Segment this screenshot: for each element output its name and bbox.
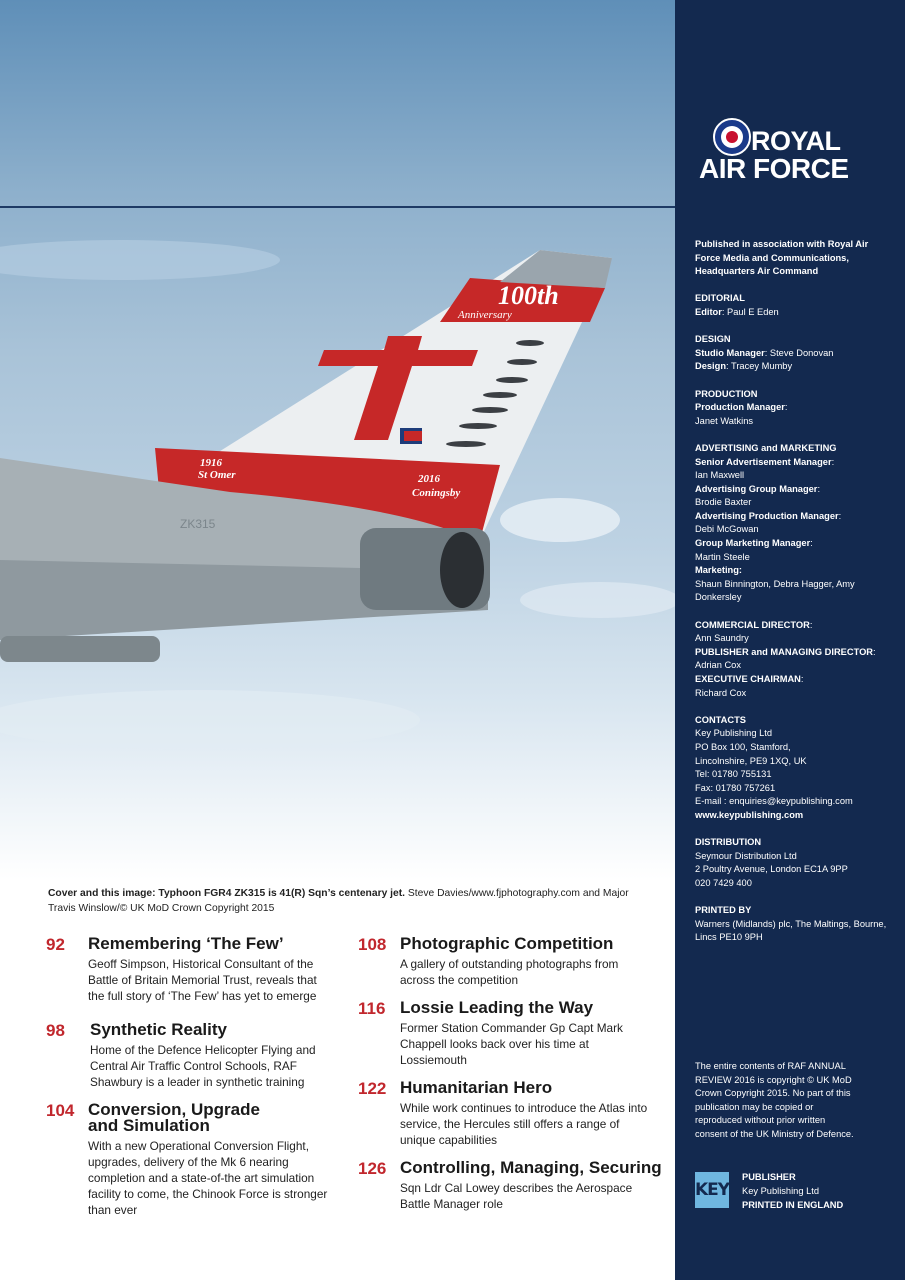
article-description: Former Station Commander Gp Capt Mark Chappell looks back over his time at Lossiemouth [400, 1021, 623, 1067]
group-marketing-manager-role: Group Marketing Manager [695, 538, 811, 549]
page-number: 98 [46, 1021, 65, 1040]
article-description: Geoff Simpson, Historical Consultant of the Battle of Britain Memorial Trust, reveals that the full story of ‘The Few’ has yet to emerge [88, 957, 317, 1003]
design-role: Design [695, 361, 726, 372]
publisher-director-role: PUBLISHER and MANAGING DIRECTOR [695, 646, 874, 657]
printed-by-heading: PRINTED BY [695, 905, 752, 916]
credits-sidebar [675, 0, 905, 1280]
contents-right-column [358, 934, 662, 1212]
contents-item[interactable] [358, 1158, 662, 1212]
page-number: 122 [358, 1079, 387, 1098]
tail-anniversary-text: Anniversary [458, 309, 512, 321]
contacts-fax: Fax: 01780 757261 [695, 782, 776, 793]
article-description: Home of the Defence Helicopter Flying and Central Air Traffic Control Schools, RAF Shawbury is a leader in synthetic training [90, 1043, 316, 1089]
contents-item[interactable] [358, 936, 648, 1000]
logo-line-2: AIR FORCE [699, 153, 849, 184]
logo-line-1: ROYAL [751, 126, 841, 156]
commercial-director-name: Ann Saundry [695, 633, 749, 644]
distribution-line: Seymour Distribution Ltd [695, 850, 797, 861]
design-name: : Tracey Mumby [726, 361, 793, 372]
publisher-value: Key Publishing Ltd [742, 1186, 820, 1196]
caption-credit: Steve Davies/www.fjphotography.com and Major Travis Winslow/© UK MoD Crown Copyright 2015 [48, 888, 629, 914]
page-number: 108 [358, 935, 387, 954]
tail-coningsby-text: Coningsby [412, 487, 461, 499]
contents-item[interactable] [46, 1022, 336, 1102]
ad-production-manager-name: Debi McGowan [695, 524, 759, 535]
tail-2016-text: 2016 [418, 473, 440, 485]
article-title: Lossie Leading the Way [400, 998, 594, 1017]
article-title: Conversion, Upgrade and Simulation [88, 1100, 260, 1135]
executive-chairman-name: Richard Cox [695, 687, 747, 698]
executive-chairman-role: EXECUTIVE CHAIRMAN [695, 674, 801, 684]
editor-role: Editor [695, 306, 722, 317]
article-title: Synthetic Reality [90, 1020, 227, 1039]
ad-production-manager-role: Advertising Production Manager [695, 510, 839, 521]
production-manager-name: Janet Watkins [695, 415, 754, 426]
ad-group-manager-name: Brodie Baxter [695, 497, 752, 508]
design-heading: DESIGN [695, 334, 731, 345]
publisher-label: PUBLISHER [742, 1172, 796, 1182]
contacts-line: Lincolnshire, PE9 1XQ, UK [695, 755, 807, 766]
marketing-names: Shaun Binnington, Debra Hagger, Amy Donkersley [695, 578, 855, 603]
senior-ad-manager-name: Ian Maxwell [695, 470, 745, 481]
printed-by-text: Warners (Midlands) plc, The Maltings, Bourne, Lincs PE10 9PH [695, 918, 887, 943]
article-description: With a new Operational Conversion Flight, upgrades, delivery of the Mk 6 nearing completion and a state-of-the art simulation facility to come, the Chinook Force is stronger than ever [88, 1139, 328, 1217]
publisher-director-name: : Adrian Cox [695, 646, 876, 671]
contents-item[interactable] [46, 1102, 336, 1218]
caption-bold: Cover and this image: Typhoon FGR4 ZK315 is 41(R) Sqn’s centenary jet. [48, 888, 406, 899]
page-number: 116 [358, 999, 386, 1018]
raf-logo [699, 118, 859, 188]
article-description: A gallery of outstanding photographs from across the competition [400, 957, 619, 987]
raf-roundel-icon [713, 118, 751, 156]
article-description: While work continues to introduce the Atlas into service, the Hercules still offers a range of unique capabilities [400, 1101, 648, 1147]
contents-left-column [46, 936, 336, 1218]
printed-in-england: PRINTED IN ENGLAND [742, 1200, 844, 1210]
production-heading: PRODUCTION [695, 388, 758, 399]
page-number: 104 [46, 1101, 75, 1120]
article-title: Humanitarian Hero [400, 1078, 553, 1097]
copyright-notice: The entire contents of RAF ANNUAL REVIEW 2016 is copyright © UK MoD Crown Copyright 2015. No part of this publication may be copied or reproduced without prior written consent of the UK Ministry of Defence. [695, 1061, 854, 1139]
senior-ad-manager-role: Senior Advertisement Manager [695, 456, 832, 467]
studio-manager-name: : Steve Donovan [764, 347, 834, 358]
marketing-role: Marketing: [695, 565, 743, 576]
contacts-line: Key Publishing Ltd [695, 728, 773, 739]
group-marketing-manager-name: Martin Steele [695, 551, 750, 562]
serial-number-text: ZK315 [180, 517, 216, 531]
page-number: 126 [358, 1159, 387, 1178]
advertising-heading: ADVERTISING and MARKETING [695, 442, 837, 453]
tail-1916-text: 1916 [200, 457, 222, 469]
distribution-line: 2 Poultry Avenue, London EC1A 9PP [695, 864, 848, 875]
page-number: 92 [46, 935, 65, 954]
production-manager-role: Production Manager [695, 402, 785, 413]
distribution-heading: DISTRIBUTION [695, 837, 762, 848]
contacts-heading: CONTACTS [695, 714, 746, 725]
contents-item[interactable] [358, 1080, 648, 1160]
contacts-line: PO Box 100, Stamford, [695, 741, 791, 752]
intro-text: Published in association with Royal Air Force Media and Communications, Headquarters Air Command [695, 239, 869, 277]
tail-100th-text: 100th [498, 281, 559, 310]
distribution-line: 020 7429 400 [695, 877, 752, 888]
contents-item[interactable] [46, 936, 336, 1022]
website-link[interactable]: www.keypublishing.com [695, 809, 804, 820]
article-title: Controlling, Managing, Securing [400, 1158, 662, 1177]
commercial-director-role: COMMERCIAL DIRECTOR [695, 619, 810, 630]
editor-name: : Paul E Eden [721, 306, 779, 317]
production-colon: : [784, 402, 788, 413]
cover-caption [48, 886, 648, 916]
editorial-heading: EDITORIAL [695, 293, 745, 304]
article-title: Photographic Competition [400, 934, 614, 953]
publisher-block [742, 1170, 843, 1212]
contents-item[interactable] [358, 1000, 648, 1080]
key-publishing-logo: KEY [695, 1172, 729, 1208]
tail-st-omer-text: St Omer [198, 469, 236, 481]
credits-list: Published in association with Royal Air Force Media and Communications, Headquarters Air Command EDITORIAL Editor: Paul E Eden DESIGN Studio Manager: Steve Donovan Design: Tracey Mumby PRODUCTION Production Manager: Janet Watkins ADVERTISING and MARKETING Senior Advertisement Manager: Ian Maxwell Advertising Group Manager: Brodie Baxter Advertising Production Manager: Debi McGowan Group Marketing Manager: Martin Steele Marketing: Shaun Binnington, Debra Hagger, Amy Donkersley COMMERCIAL DIRECTOR: Ann Saundry PUBLISHER and MANAGING DIRECTOR: Adrian Cox EXECUTIVE CHAIRMAN: Richard Cox CONTACTS Key Publishing Ltd PO Box 100, Stamford, Lincolnshire, PE9 1XQ, UK Tel: 01780 755131 Fax: 01780 757261 E-mail : enquiries@keypublishing.com www.keypublishing.com DISTRIBUTION Seymour Distribution Ltd 2 Poultry Avenue, London EC1A 9PP 020 7429 400 PRINTED BY Warners (Midlands) plc, The Maltings, Bourne, Lincs PE10 9PH [695, 239, 887, 943]
contacts-email: E-mail : enquiries@keypublishing.com [695, 796, 853, 807]
article-title: Remembering ‘The Few’ [88, 934, 284, 953]
ad-group-manager-role: Advertising Group Manager [695, 483, 818, 494]
article-description: Sqn Ldr Cal Lowey describes the Aerospace Battle Manager role [400, 1181, 633, 1211]
studio-manager-role: Studio Manager [695, 347, 765, 358]
contacts-phone: Tel: 01780 755131 [695, 769, 772, 780]
